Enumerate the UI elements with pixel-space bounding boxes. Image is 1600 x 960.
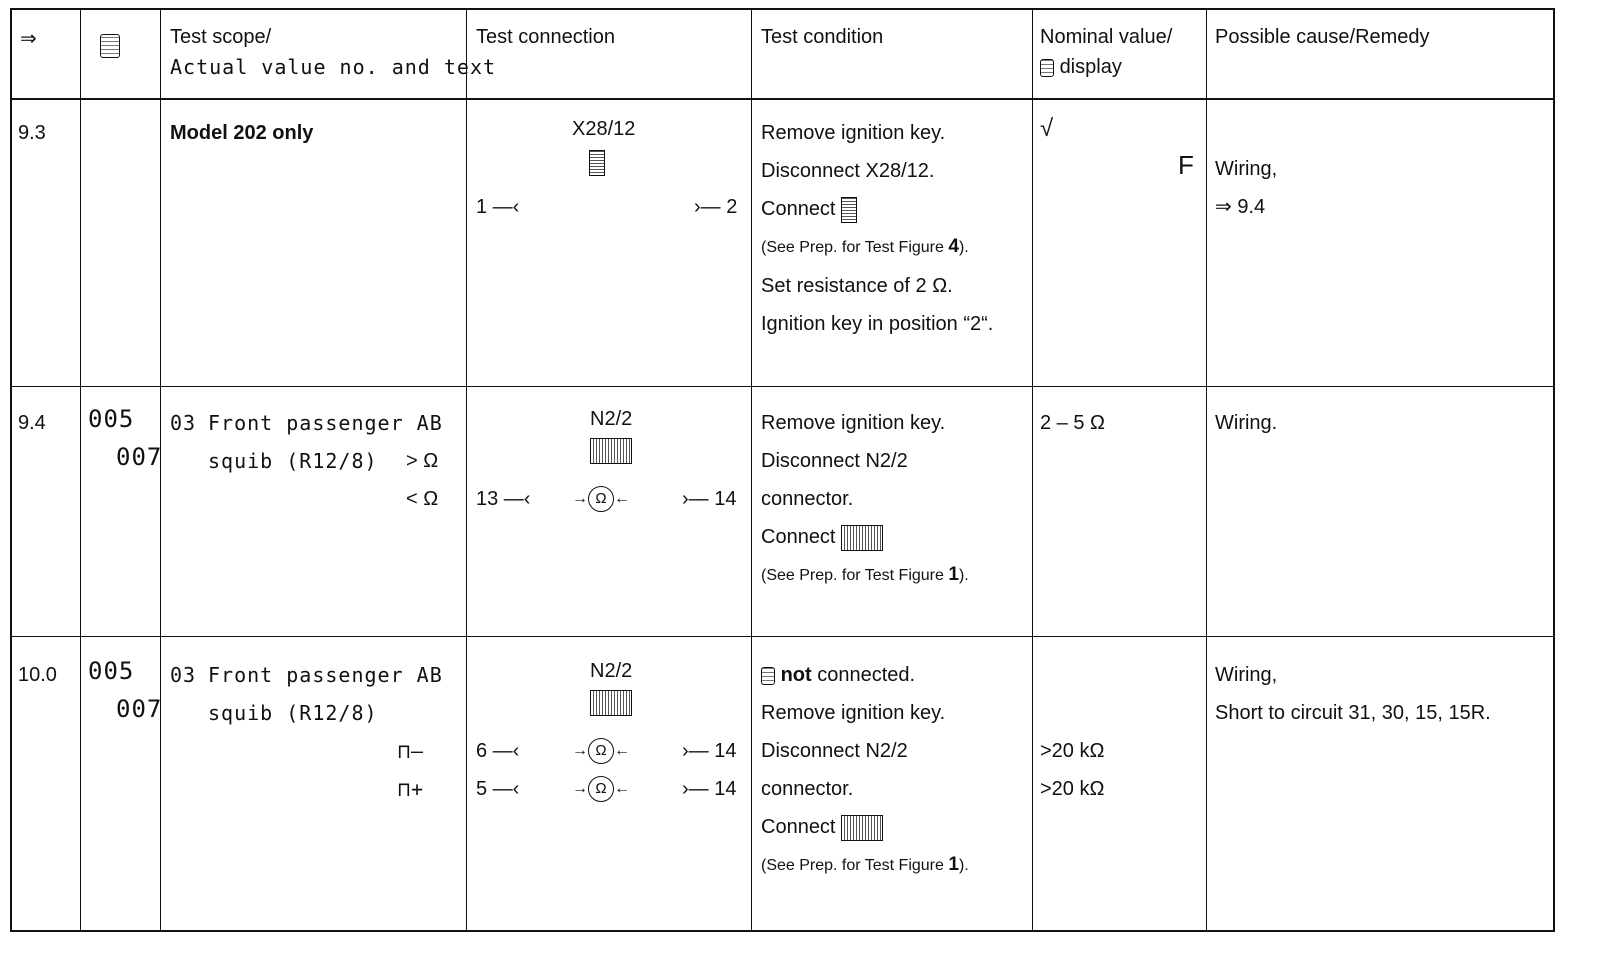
remedy — [1215, 656, 1491, 732]
ohmmeter-icon: → Ω ← — [572, 738, 630, 764]
condition-line: Remove ignition key. — [761, 122, 946, 144]
code-value: 007 — [116, 443, 163, 471]
remedy — [1215, 150, 1277, 226]
condition-line: connector. — [761, 778, 854, 800]
header-arrow: ⇒ — [20, 28, 37, 50]
prep-note: (See Prep. for Test Figure 1). — [761, 854, 969, 875]
remedy-line: ⇒ 9.4 — [1215, 196, 1266, 218]
condition-line: not connected. — [761, 656, 969, 694]
nominal-value: 2 – 5 Ω — [1040, 412, 1105, 434]
hand-tester-icon — [1040, 59, 1054, 77]
test-table — [10, 8, 1555, 932]
ohmmeter-icon: → Ω ← — [572, 776, 630, 802]
symbol-lt: < Ω — [406, 488, 439, 510]
col-divider — [751, 10, 752, 930]
symbol-plus: ⊓+ — [398, 777, 425, 801]
prep-note: (See Prep. for Test Figure 4). — [761, 236, 969, 257]
condition-line: Set resistance of 2 Ω. — [761, 275, 953, 297]
row-divider — [12, 386, 1553, 387]
connector-label: X28/12 — [572, 118, 636, 140]
condition-line: Connect — [761, 808, 969, 846]
code-value: 005 — [88, 405, 135, 433]
header-nominal — [1040, 22, 1172, 82]
scope-line: Front passenger AB — [208, 411, 443, 435]
ohmmeter-icon: → Ω ← — [572, 486, 630, 512]
test-condition — [761, 404, 969, 595]
tester-icon — [841, 197, 857, 223]
tester-icon — [590, 438, 632, 464]
pin-left: 1 —‹ — [476, 196, 520, 218]
condition-line: Remove ignition key. — [761, 412, 946, 434]
symbol-minus: ⊓– — [398, 739, 425, 763]
tester-icon — [590, 690, 632, 716]
tester-icon — [841, 815, 883, 841]
connector-label: N2/2 — [590, 408, 633, 430]
condition-line: connector. — [761, 488, 854, 510]
condition-line: Disconnect X28/12. — [761, 160, 935, 182]
remedy: Wiring. — [1215, 412, 1278, 434]
nominal-f: F — [1178, 150, 1194, 180]
condition-line: Disconnect N2/2 — [761, 450, 908, 472]
test-scope: Model 202 only — [170, 122, 314, 144]
condition-line: Connect — [761, 518, 969, 556]
nominal-value: >20 kΩ — [1040, 778, 1105, 800]
code-value: 005 — [88, 657, 135, 685]
tester-icon — [589, 150, 605, 176]
nominal-value: >20 kΩ — [1040, 740, 1105, 762]
code-number: 03 — [170, 411, 197, 435]
condition-line: Ignition key in position “2“. — [761, 313, 994, 335]
pin-left: 13 —‹ — [476, 488, 531, 510]
scope-line: squib (R12/8) — [208, 449, 378, 473]
code-value: 007 — [116, 695, 163, 723]
pin-left: 6 —‹ — [476, 740, 520, 762]
col-divider — [1032, 10, 1033, 930]
condition-line: Remove ignition key. — [761, 702, 946, 724]
hand-tester-icon — [100, 26, 120, 64]
pin-left: 5 —‹ — [476, 778, 520, 800]
connector-label: N2/2 — [590, 660, 633, 682]
test-condition — [761, 114, 993, 343]
hand-tester-icon — [761, 667, 775, 685]
tester-icon — [841, 525, 883, 551]
scope-line: Front passenger AB — [208, 663, 443, 687]
symbol-gt: > Ω — [406, 450, 439, 472]
col-divider — [1206, 10, 1207, 930]
header-connection: Test connection — [476, 26, 615, 48]
pin-right: ›— 14 — [682, 778, 737, 800]
test-condition — [761, 656, 969, 885]
condition-line: Connect — [761, 190, 993, 228]
step-number: 9.3 — [18, 122, 46, 144]
pin-right: ›— 14 — [682, 740, 737, 762]
remedy-line: Short to circuit 31, 30, 15, 15R. — [1215, 702, 1491, 724]
step-number: 9.4 — [18, 412, 46, 434]
header-remedy: Possible cause/Remedy — [1215, 26, 1430, 48]
header-scope-line1: Test scope/ — [170, 26, 272, 48]
pin-right: ›— 2 — [694, 196, 738, 218]
col-divider — [466, 10, 467, 930]
code-number: 03 — [170, 663, 197, 687]
row-divider — [12, 636, 1553, 637]
header-condition: Test condition — [761, 26, 884, 48]
header-divider — [12, 98, 1553, 100]
pin-right: ›— 14 — [682, 488, 737, 510]
prep-note: (See Prep. for Test Figure 1). — [761, 564, 969, 585]
header-scope-line2: Actual value no. and text — [170, 55, 497, 79]
col-divider — [80, 10, 81, 930]
remedy-line: Wiring, — [1215, 664, 1278, 686]
step-number: 10.0 — [18, 664, 57, 686]
nominal-check: √ — [1040, 115, 1054, 142]
header-nominal-line1: Nominal value/ — [1040, 26, 1173, 48]
condition-line: Disconnect N2/2 — [761, 740, 908, 762]
header-scope — [170, 22, 496, 82]
remedy-line: Wiring, — [1215, 158, 1278, 180]
header-nominal-line2: display — [1040, 52, 1172, 82]
scope-line: squib (R12/8) — [208, 701, 378, 725]
